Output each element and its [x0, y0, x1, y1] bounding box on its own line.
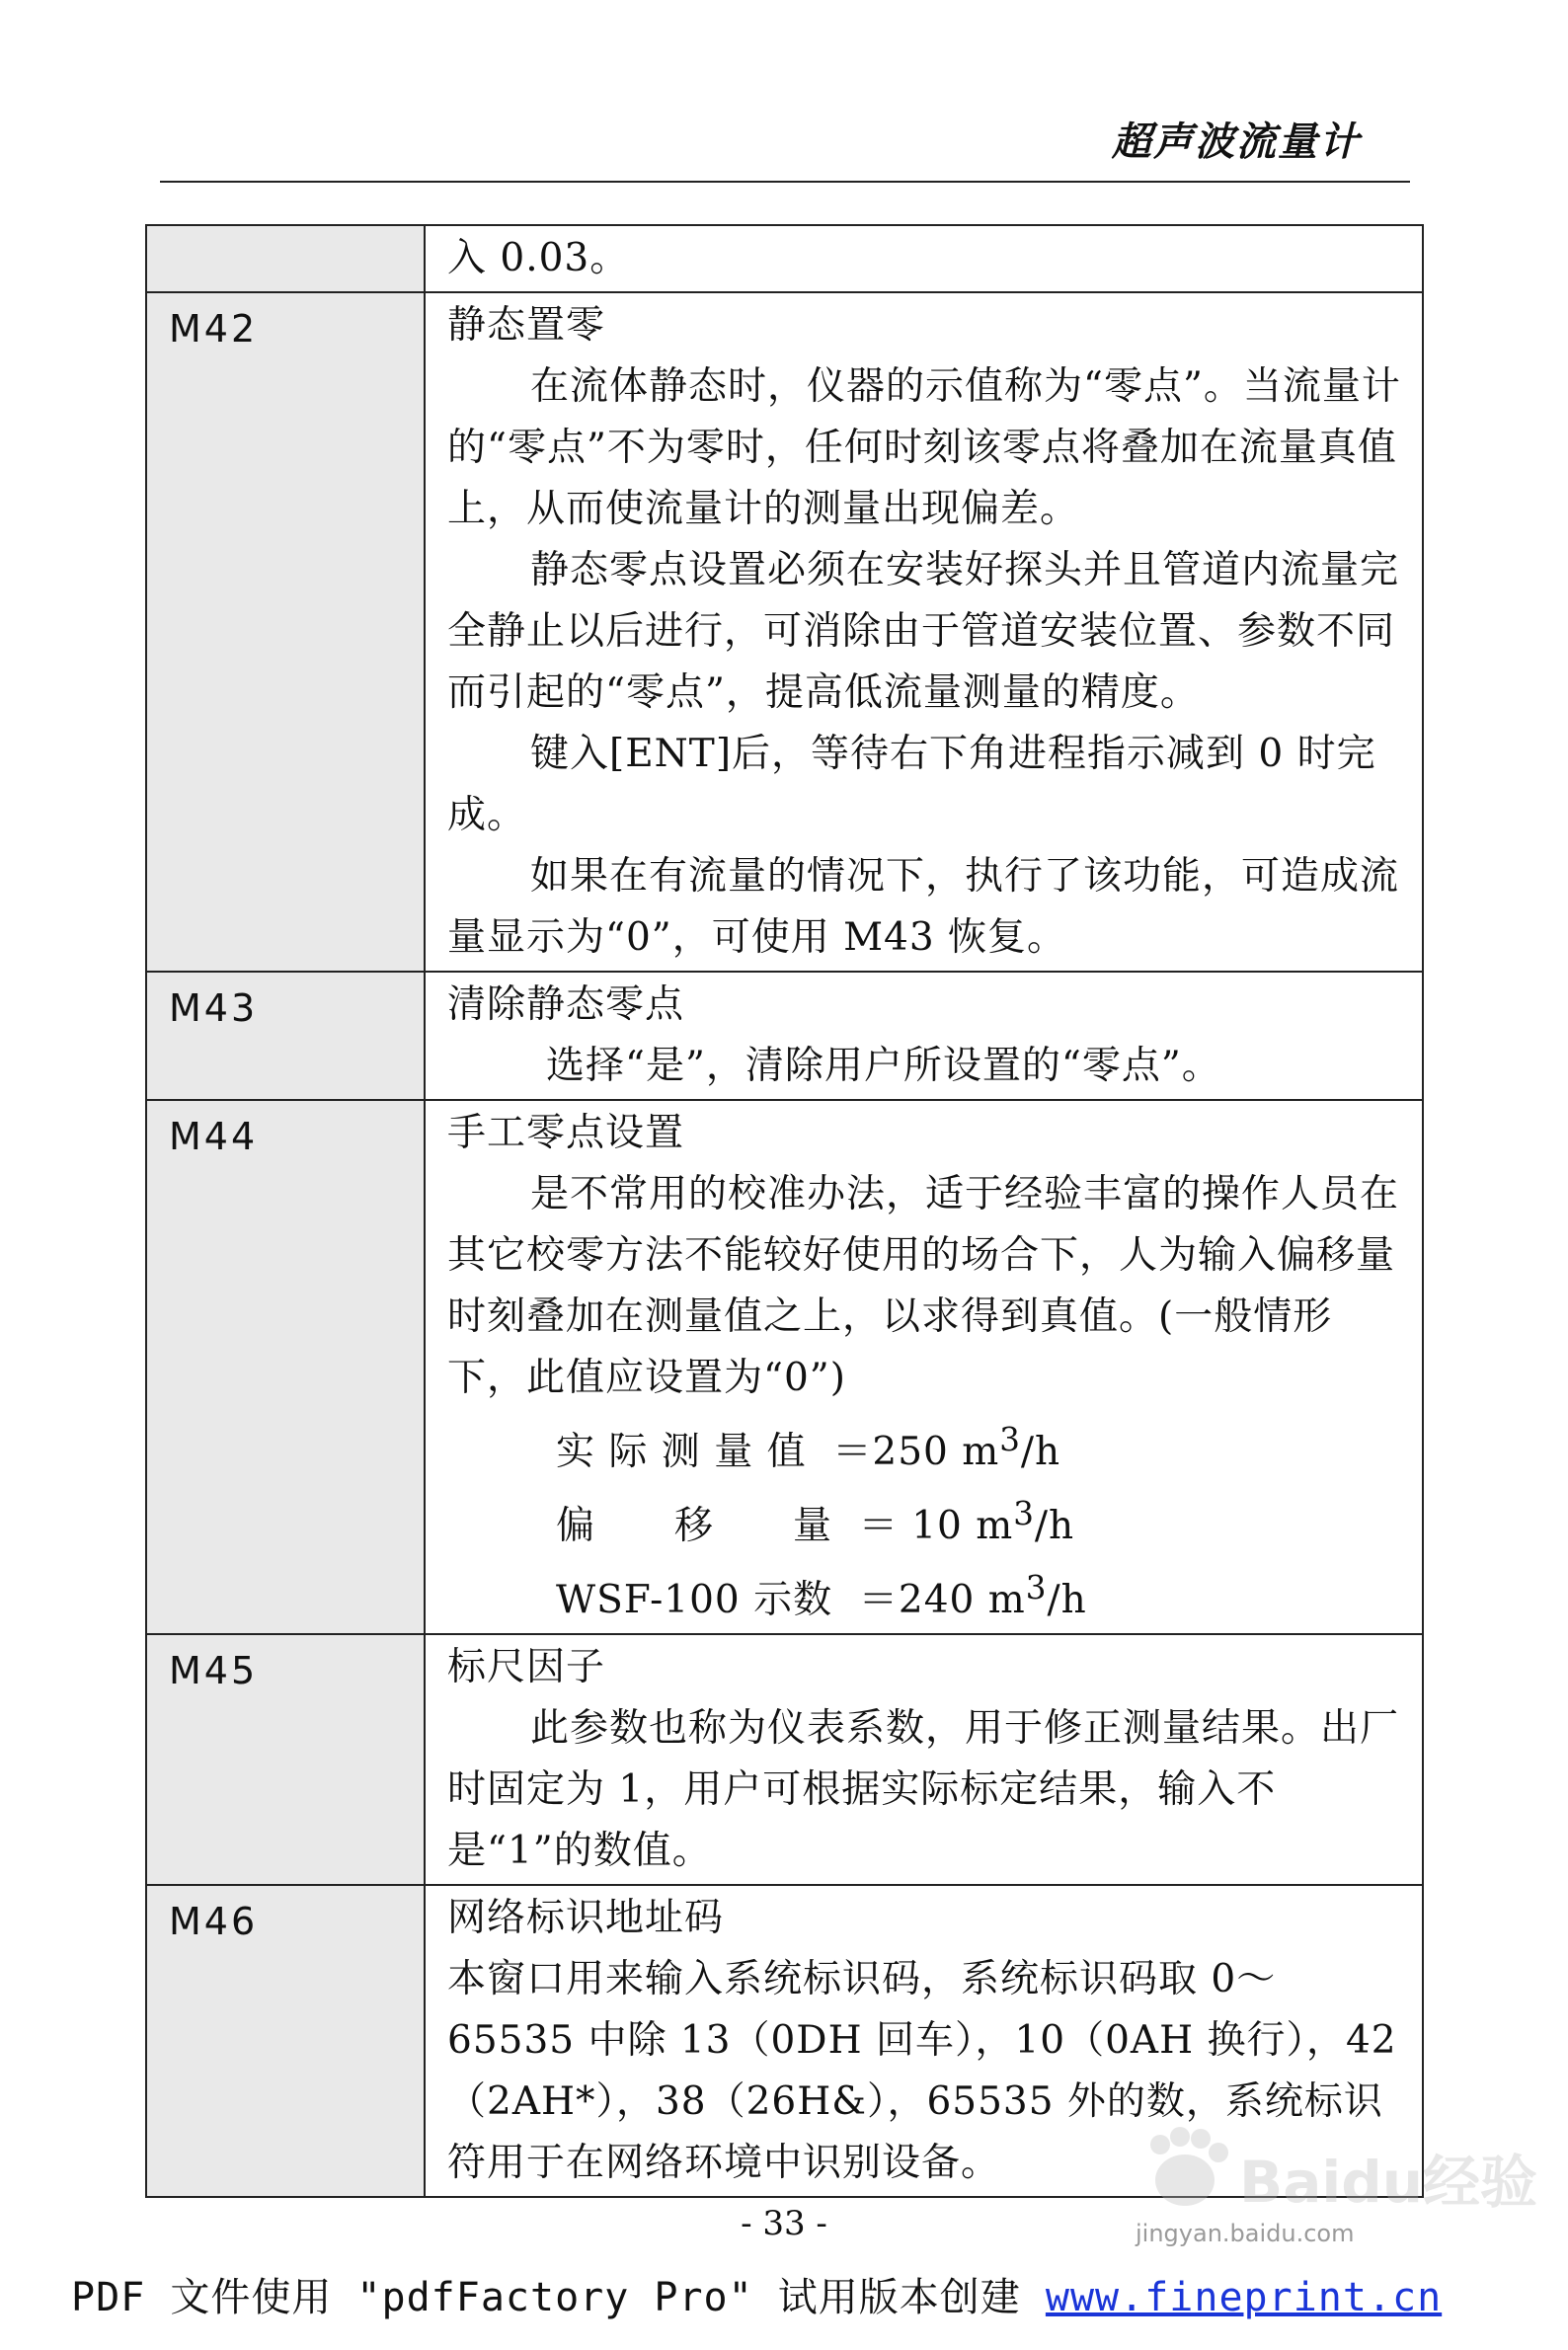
footer-text: PDF 文件使用 "pdfFactory Pro" 试用版本创建 — [71, 2275, 1046, 2320]
param-title: 标尺因子 — [447, 1645, 606, 1689]
page-number: - 33 - — [741, 2204, 827, 2243]
paragraph: 静态零点设置必须在安装好探头并且管道内流量完全静止以后进行，可消除由于管道安装位置、参数不同而引起的“零点”，提高低流量测量的精度。 — [447, 548, 1400, 715]
paragraph: 键入[ENT]后，等待右下角进程指示减到 0 时完成。 — [447, 732, 1376, 837]
fineprint-link[interactable]: www.fineprint.cn — [1045, 2275, 1443, 2320]
unit-tail: /h — [1047, 1578, 1087, 1622]
param-code: M43 — [146, 972, 425, 1100]
param-code: M45 — [146, 1634, 425, 1885]
measurement-label: 实 际 测 量 值 — [556, 1430, 807, 1474]
unit-superscript: 3 — [1013, 1495, 1035, 1532]
measurement-row — [447, 1409, 1402, 1483]
unit-tail: /h — [1020, 1430, 1061, 1474]
page-header-title: 超声波流量计 — [1112, 119, 1361, 165]
continued-text: 入 0.03。 — [447, 236, 630, 280]
table-row — [146, 292, 1423, 972]
parameter-table — [145, 224, 1424, 2198]
param-code: M42 — [146, 292, 425, 972]
pdf-footer — [71, 2266, 1442, 2322]
measurement-value: ＝240 m — [858, 1578, 1026, 1622]
watermark-url: jingyan.baidu.com — [1136, 2220, 1355, 2247]
param-description — [425, 225, 1423, 292]
paragraph: 如果在有流量的情况下，执行了该功能，可造成流量显示为“0”，可使用 M43 恢复。 — [447, 854, 1400, 960]
param-code: M44 — [146, 1100, 425, 1634]
param-title: 网络标识地址码 — [447, 1896, 725, 1940]
measurement-value: ＝ 10 m — [858, 1504, 1014, 1548]
param-code — [146, 225, 425, 292]
param-title: 静态置零 — [447, 303, 606, 348]
paragraph: 在流体静态时，仪器的示值称为“零点”。当流量计的“零点”不为零时，任何时刻该零点将叠加在流量真值上，从而使流量计的测量出现偏差。 — [447, 364, 1401, 531]
param-description — [425, 972, 1423, 1100]
table-row — [146, 1634, 1423, 1885]
unit-tail: /h — [1034, 1504, 1075, 1548]
watermark-brand: Baidu经验 — [1239, 2149, 1538, 2216]
measurement-label: 偏 移 量 — [556, 1504, 833, 1548]
param-title: 手工零点设置 — [447, 1111, 685, 1155]
measurement-label: WSF-100 示数 — [556, 1578, 833, 1622]
table-row — [146, 972, 1423, 1100]
param-description — [425, 292, 1423, 972]
param-description — [425, 1634, 1423, 1885]
param-code: M46 — [146, 1885, 425, 2197]
paragraph: 是不常用的校准办法，适于经验丰富的操作人员在其它校零方法不能较好使用的场合下，人为输入偏移量时刻叠加在测量值之上，以求得到真值。(一般情形下，此值应设置为“0”) — [447, 1172, 1400, 1400]
paragraph: 选择“是”，清除用户所设置的“零点”。 — [546, 1044, 1221, 1088]
param-title: 清除静态零点 — [447, 982, 685, 1027]
table-row — [146, 1100, 1423, 1634]
param-description — [425, 1100, 1423, 1634]
measurement-value: ＝250 m — [832, 1430, 1000, 1474]
measurement-row — [447, 1483, 1402, 1557]
header-rule — [160, 181, 1410, 183]
paragraph: 此参数也称为仪表系数，用于修正测量结果。出厂时固定为 1，用户可根据实际标定结果，输入不是“1”的数值。 — [447, 1706, 1400, 1873]
measurement-row — [447, 1557, 1402, 1631]
table-row — [146, 225, 1423, 292]
unit-superscript: 3 — [1025, 1569, 1048, 1606]
unit-superscript: 3 — [999, 1421, 1021, 1458]
paragraph: 本窗口用来输入系统标识码，系统标识码取 0～65535 中除 13（0DH 回车），10（0AH 换行），42（2AH*），38（26H&），65535 外的数，系统标识符用于在网络环境中识别设备。 — [447, 1957, 1397, 2185]
